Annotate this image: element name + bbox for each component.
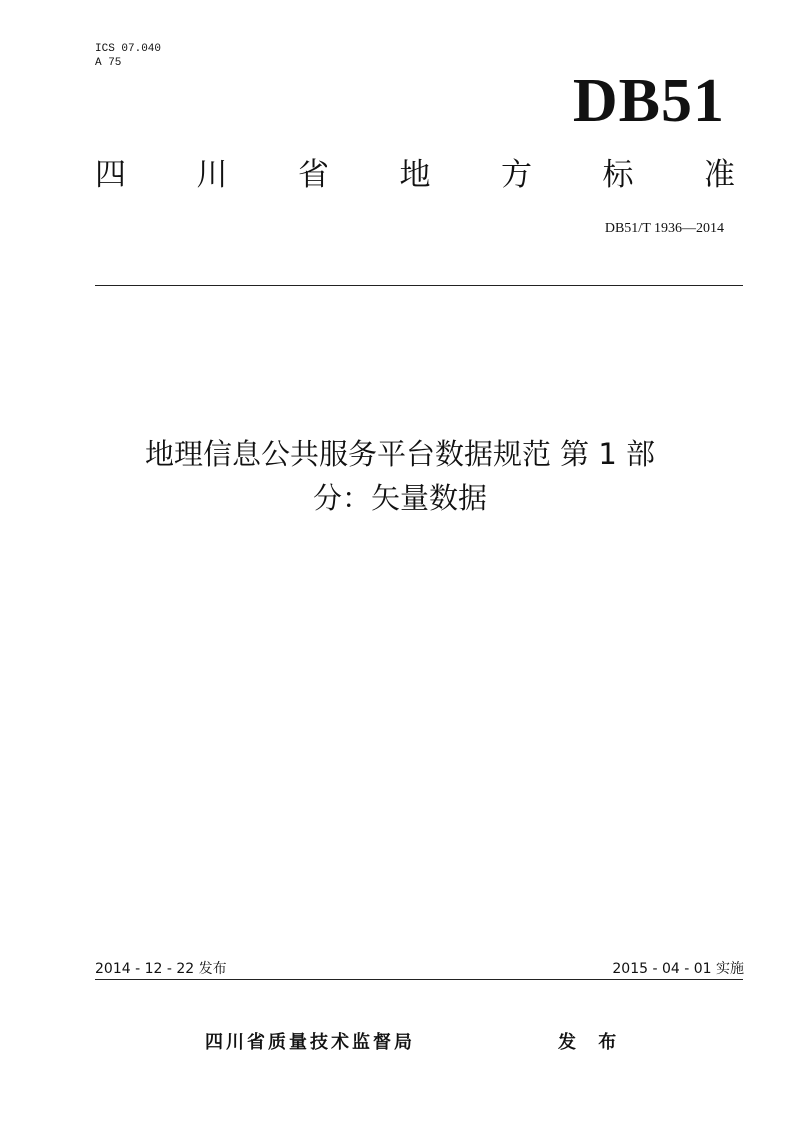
- standard-type-title: [95, 157, 735, 193]
- ccs-code: A 75: [95, 57, 122, 69]
- standard-type-char: 标: [602, 157, 634, 193]
- standard-type-char: 四: [95, 157, 126, 193]
- standard-type-char: 准: [704, 157, 735, 193]
- document-title-line-2: 分：矢量数据: [312, 481, 487, 515]
- standard-type-char: 地: [399, 157, 431, 193]
- ics-code: ICS 07.040: [95, 43, 162, 55]
- issue-date: 2014 - 12 - 22 发布: [95, 961, 227, 977]
- classification-codes: [95, 42, 161, 70]
- standard-type-char: 方: [501, 157, 532, 193]
- top-divider: [95, 285, 743, 286]
- bottom-divider: [95, 979, 743, 980]
- standard-type-char: 省: [298, 157, 329, 193]
- implementation-date: 2015 - 04 - 01 实施: [612, 961, 744, 977]
- issuing-authority: 四川省质量技术监督局: [205, 1032, 415, 1053]
- publish-label: 发 布: [558, 1032, 625, 1053]
- document-title: [60, 432, 740, 520]
- standard-type-char: 川: [196, 157, 228, 193]
- standard-number: DB51/T 1936—2014: [604, 221, 724, 236]
- document-title-line-1: 地理信息公共服务平台数据规范 第 1 部: [144, 437, 656, 471]
- standard-logo: DB51: [572, 67, 725, 135]
